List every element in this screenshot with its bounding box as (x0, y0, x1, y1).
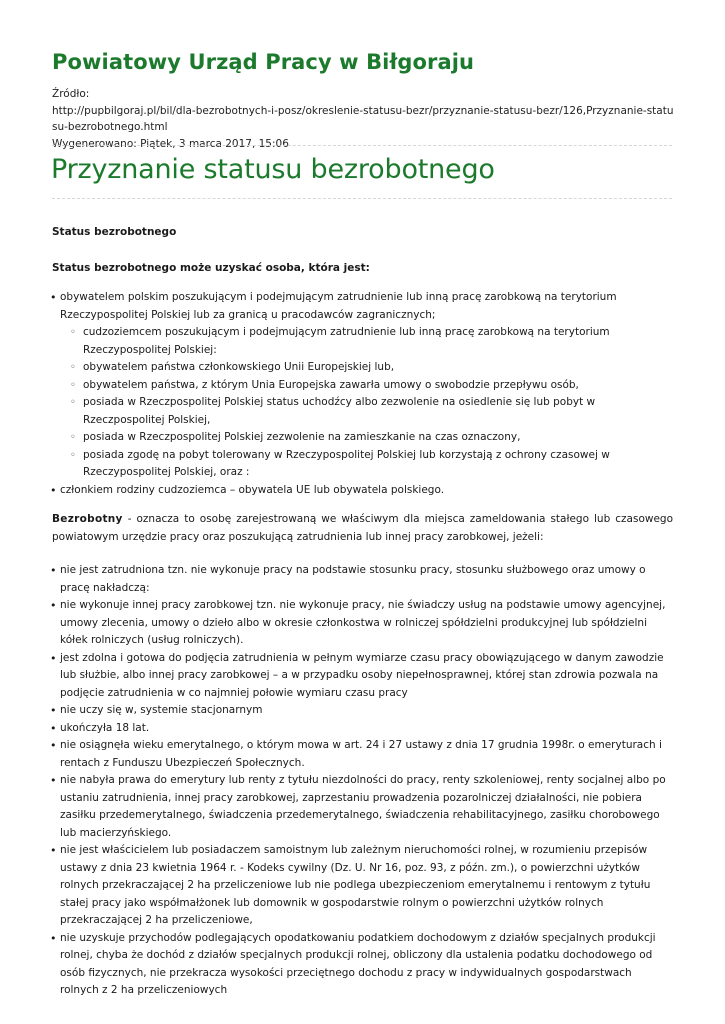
sub-list-item: ◦ cudzoziemcem poszukującym i podejmującym zatrudnienie lub inną pracę zarobkową na terytorium Rzeczypospolitej Polskiej: (60, 324, 673, 359)
eligibility-heading: Status bezrobotnego może uzyskać osoba, która jest: (52, 261, 370, 274)
sub-list-item: ◦ obywatelem państwa, z którym Unia Europejska zawarła umowy o swobodzie przepływu osób, (60, 377, 673, 395)
eligibility-sublist (60, 324, 673, 482)
definition-paragraph (52, 511, 673, 546)
divider (52, 198, 672, 199)
sub-list-item: ◦ posiada zgodę na pobyt tolerowany w Rzeczypospolitej Polskiej lub korzystają z ochrony czasowej w Rzeczypospolitej Polskiej, oraz : (60, 447, 673, 482)
condition-item: • nie nabyła prawa do emerytury lub renty z tytułu niezdolności do pracy, renty szkoleniowej, renty socjalnej albo po ustaniu zatrudnienia, innej pracy zarobkowej, zaprzestaniu prowadzenia pozarolniczej działalności, nie pobiera zasiłku przedemerytalnego, świadczenia przedemerytalnego, świadczenia rehabilitacyjnego, zasiłku chorobowego lub macierzyńskiego. (52, 772, 673, 842)
site-title: Powiatowy Urząd Pracy w Biłgoraju (52, 50, 475, 74)
eligibility-list (52, 289, 673, 499)
definition-term: Bezrobotny (52, 513, 123, 525)
condition-item: • nie jest zatrudniona tzn. nie wykonuje pracy na podstawie stosunku pracy, stosunku służbowego oraz umowy o pracę nakładczą: (52, 562, 673, 597)
generated-timestamp: Wygenerowano: Piątek, 3 marca 2017, 15:06 (52, 137, 289, 150)
condition-item: • nie uczy się w, systemie stacjonarnym (52, 702, 673, 720)
conditions-list (52, 562, 673, 1000)
source-url: http://pupbilgoraj.pl/bil/dla-bezrobotnych-i-posz/okreslenie-statusu-bezr/przyznanie-statusu-bezr/126,Przyznanie-statusu-bezrobotnego.html (52, 104, 674, 133)
document-meta (52, 86, 677, 152)
sub-list-item: ◦ posiada w Rzeczpospolitej Polskiej status uchodźcy albo zezwolenie na osiedlenie się lub pobyt w Rzeczpospolitej Polskiej, (60, 394, 673, 429)
condition-item: • nie jest właścicielem lub posiadaczem samoistnym lub zależnym nieruchomości rolnej, w rozumieniu przepisów ustawy z dnia 23 kwietnia 1964 r. - Kodeks cywilny (Dz. U. Nr 16, poz. 93, z późn. zm.), o powierzchni użytków rolnych przekraczającej 2 ha przeliczeniowe lub nie podlega ubezpieczeniom emerytalnemu i rentowym z tytułu stałej pracy jako współmałżonek lub domownik w gospodarstwie rolnym o powierzchni użytków rolnych przekraczającej 2 ha przeliczeniowe, (52, 842, 673, 930)
sub-list-item: ◦ posiada w Rzeczpospolitej Polskiej zezwolenie na zamieszkanie na czas oznaczony, (60, 429, 673, 447)
list-item-text: obywatelem polskim poszukującym i podejmującym zatrudnienie lub inną pracę zarobkową na terytorium Rzeczypospolitej Polskiej lub za granicą u pracodawców zagranicznych; (60, 291, 617, 321)
article-content (52, 224, 673, 1000)
divider (52, 145, 672, 146)
page-title: Przyznanie statusu bezrobotnego (51, 154, 495, 185)
list-item (52, 289, 673, 482)
condition-item: • nie osiągnęła wieku emerytalnego, o którym mowa w art. 24 i 27 ustawy z dnia 17 grudnia 1998r. o emeryturach i rentach z Funduszu Ubezpieczeń Społecznych. (52, 737, 673, 772)
condition-item: • nie uzyskuje przychodów podlegających opodatkowaniu podatkiem dochodowym z działów specjalnych produkcji rolnej, chyba że dochód z działów specjalnych produkcji rolnej, obliczony dla ustalenia podatku dochodowego od osób fizycznych, nie przekracza wysokości przeciętnego dochodu z pracy w indywidualnych gospodarstwach rolnych z 2 ha przeliczeniowych (52, 930, 673, 1000)
condition-item: • ukończyła 18 lat. (52, 720, 673, 738)
section-heading: Status bezrobotnego (52, 226, 177, 238)
source-label: Źródło: (52, 88, 90, 100)
condition-item: • jest zdolna i gotowa do podjęcia zatrudnienia w pełnym wymiarze czasu pracy obowiązującego w danym zawodzie lub służbie, albo innej pracy zarobkowej – a w przypadku osoby niepełnosprawnej, której stan zdrowia pozwala na podjęcie zatrudnienia w co najmniej połowie wymiaru czasu pracy (52, 650, 673, 703)
list-item: • członkiem rodziny cudzoziemca – obywatela UE lub obywatela polskiego. (52, 482, 673, 500)
definition-text: - oznacza to osobę zarejestrowaną we właściwym dla miejsca zameldowania stałego lub czasowego powiatowym urzędzie pracy oraz poszukującą zatrudnienia lub innej pracy zarobkowej, jeżeli: (52, 513, 673, 543)
condition-item: • nie wykonuje innej pracy zarobkowej tzn. nie wykonuje pracy, nie świadczy usług na podstawie umowy agencyjnej, umowy zlecenia, umowy o dzieło albo w okresie członkostwa w rolniczej spółdzielni produkcyjnej lub spółdzielni kółek rolniczych (usług rolniczych). (52, 597, 673, 650)
sub-list-item: ◦ obywatelem państwa członkowskiego Unii Europejskiej lub, (60, 359, 673, 377)
